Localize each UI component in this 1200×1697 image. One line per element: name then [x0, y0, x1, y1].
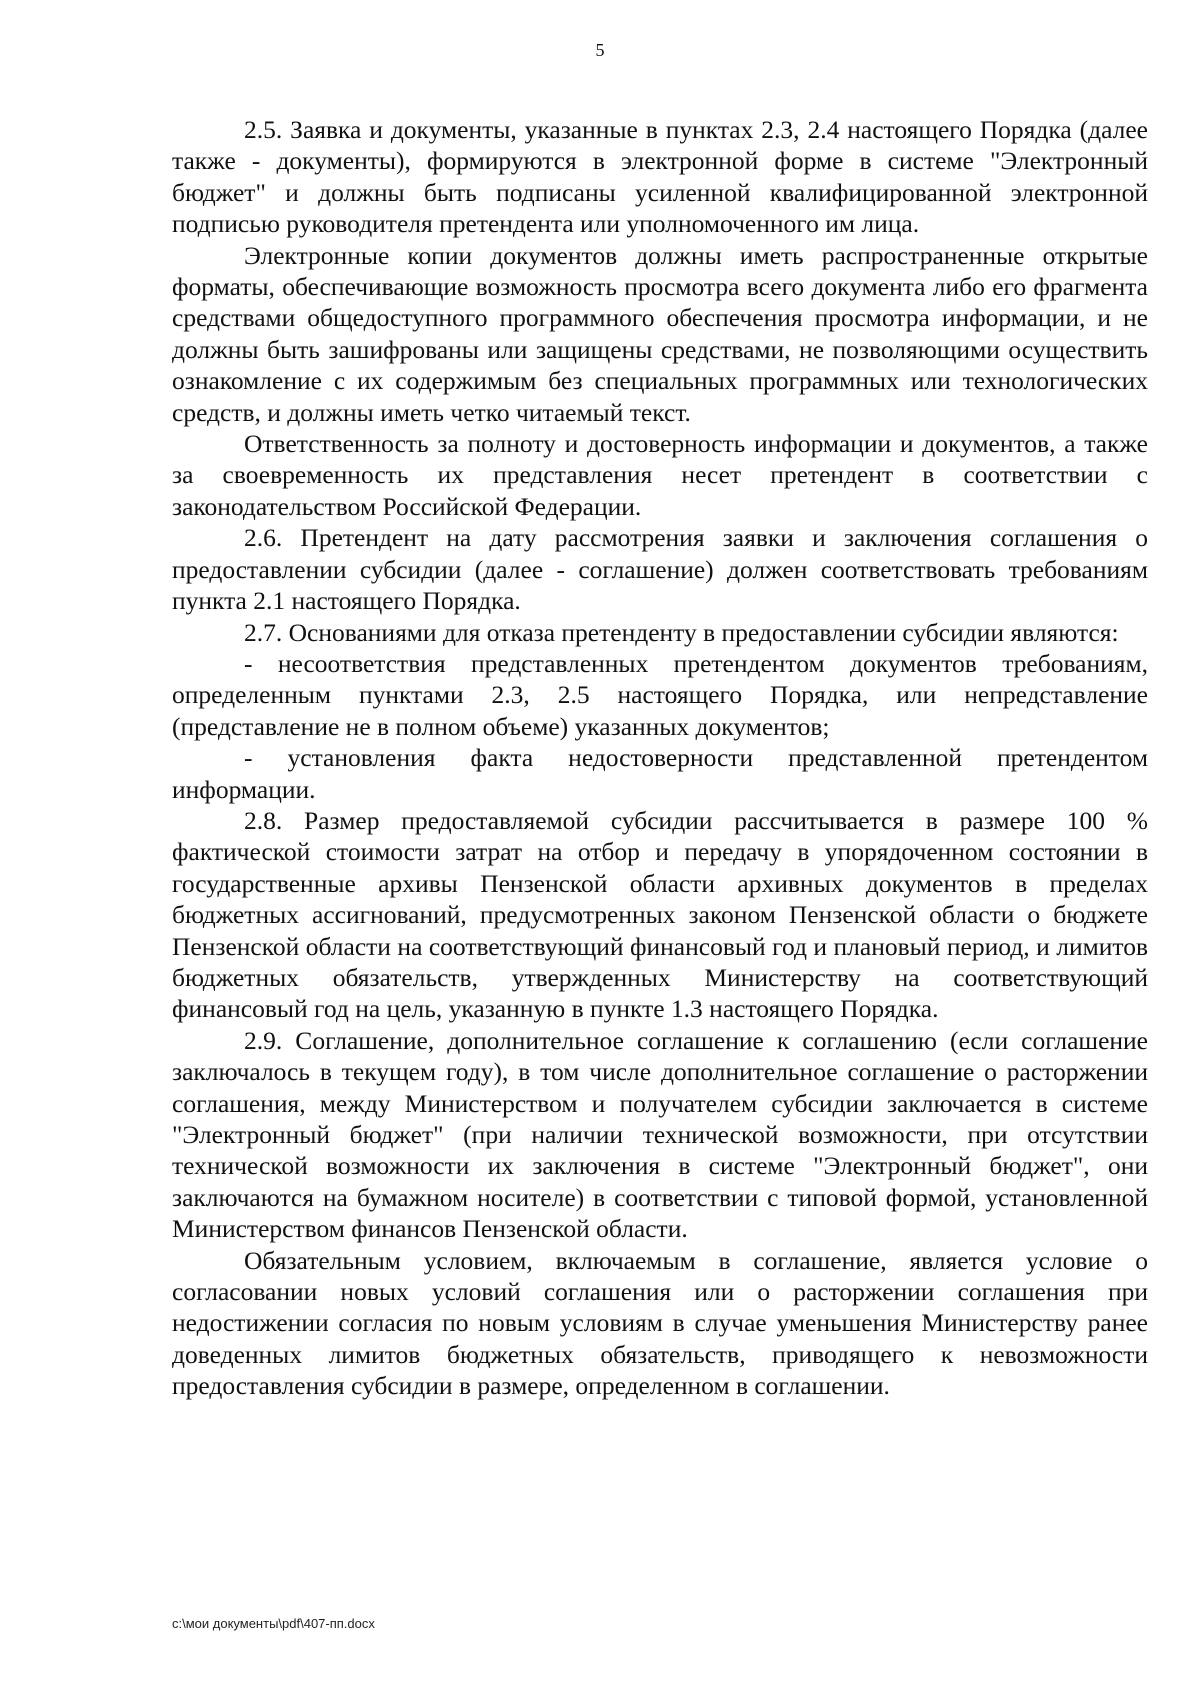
paragraph-2-8: 2.8. Размер предоставляемой субсидии рассчитывается в размере 100 % фактической стоимости затрат на отбор и передачу в упорядоченном состоянии в государственные архивы Пензенской области архивных документов в пределах бюджетных ассигнований, предусмотренных законом Пензенской области о бюджете Пензенской области на соответствующий финансовый год и плановый период, и лимитов бюджетных обязательств, утвержденных Министерству на соответствующий финансовый год на цель, указанную в пункте 1.3 настоящего Порядка.: [172, 805, 1148, 1024]
paragraph-electronic-copies: Электронные копии документов должны иметь распространенные открытые форматы, обеспечивающие возможность просмотра всего документа либо его фрагмента средствами общедоступного программного обеспечения просмотра информации, и не должны быть зашифрованы или защищены средствами, не позволяющими осуществить ознакомление с их содержимым без специальных программных или технологических средств, и должны иметь четко читаемый текст.: [172, 240, 1148, 427]
paragraph-2-9: 2.9. Соглашение, дополнительное соглашение к соглашению (если соглашение заключалось в текущем году), в том числе дополнительное соглашение о расторжении соглашения, между Министерством и получателем субсидии заключается в системе "Электронный бюджет" (при наличии технической возможности, при отсутствии технической возможности их заключения в системе "Электронный бюджет", они заключаются на бумажном носителе) в соответствии с типовой формой, установленной Министерством финансов Пензенской области.: [172, 1025, 1148, 1244]
file-path-footer: c:\мои документы\pdf\407-пп.docx: [172, 1616, 375, 1631]
list-item-nonconformity: - несоответствия представленных претендентом документов требованиям, определенным пунктами 2.3, 2.5 настоящего Порядка, или непредставление (представление не в полном объеме) указанных документов;: [172, 648, 1148, 741]
paragraph-2-5: 2.5. Заявка и документы, указанные в пунктах 2.3, 2.4 настоящего Порядка (далее также - документы), формируются в электронной форме в системе "Электронный бюджет" и должны быть подписаны усиленной квалифицированной электронной подписью руководителя претендента или уполномоченного им лица.: [172, 115, 1148, 239]
paragraph-2-6: 2.6. Претендент на дату рассмотрения заявки и заключения соглашения о предоставлении субсидии (далее - соглашение) должен соответствовать требованиям пункта 2.1 настоящего Порядка.: [172, 523, 1148, 616]
paragraph-2-7: 2.7. Основаниями для отказа претенденту в предоставлении субсидии являются:: [244, 617, 1119, 647]
paragraph-mandatory-condition: Обязательным условием, включаемым в соглашение, является условие о согласовании новых условий соглашения или о расторжении соглашения при недостижении согласия по новым условиям в случае уменьшения Министерству ранее доведенных лимитов бюджетных обязательств, приводящего к невозможности предоставления субсидии в размере, определенном в соглашении.: [172, 1245, 1148, 1401]
document-body: [172, 114, 1148, 1402]
paragraph-responsibility: Ответственность за полноту и достоверность информации и документов, а также за своевременность их представления несет претендент в соответствии с законодательством Российской Федерации.: [172, 429, 1148, 521]
page-number: 5: [595, 40, 605, 60]
list-item-unreliability: - установления факта недостоверности представленной претендентом информации.: [172, 743, 1148, 804]
